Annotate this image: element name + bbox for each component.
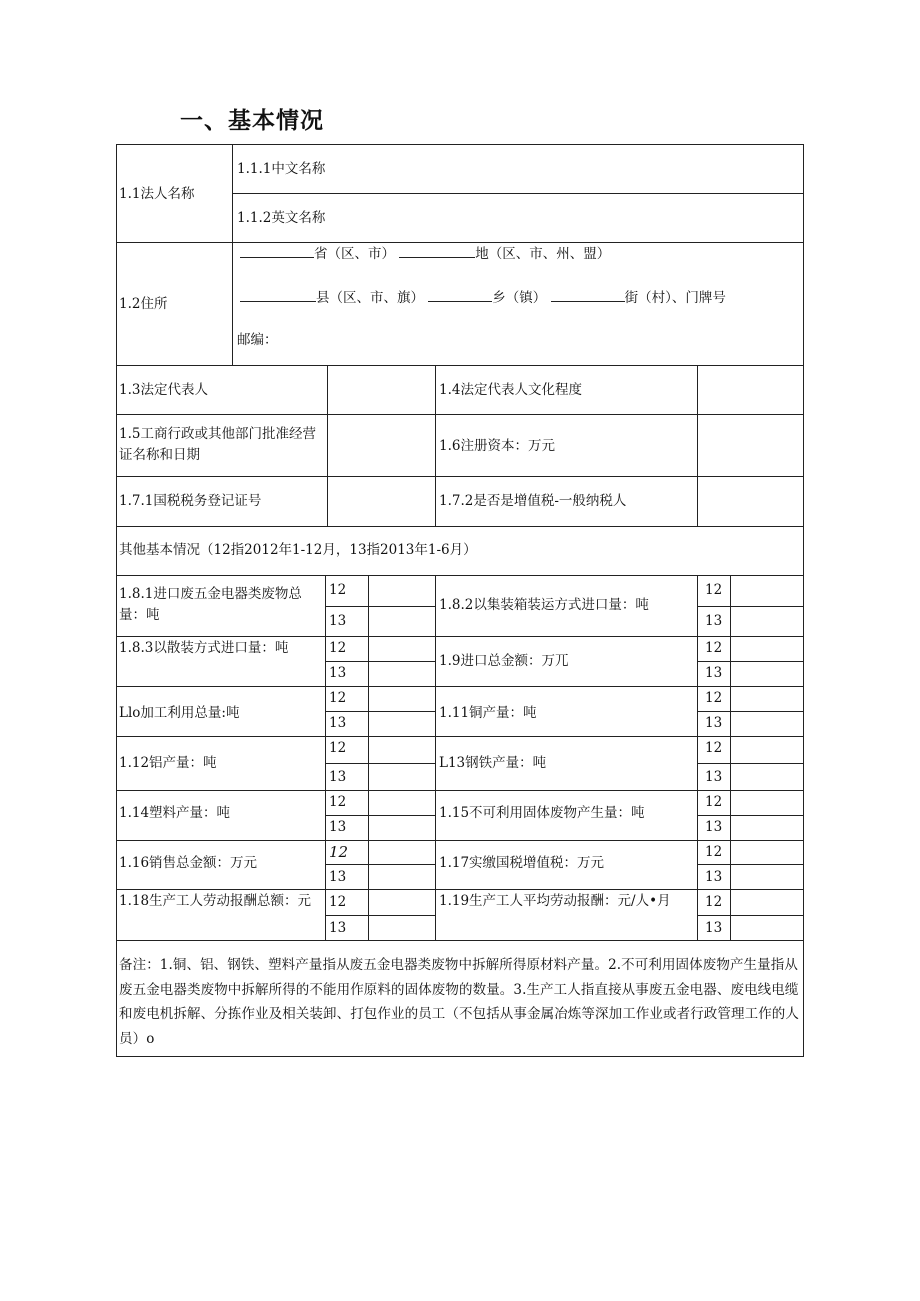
year-label: 12 [705,582,723,598]
rule [116,736,804,737]
year-label: 12 [329,640,347,656]
rule [116,144,804,145]
legal-name-label: 1.1法人名称 [119,186,195,202]
stat-label-right: 1.11铜产量：吨 [439,705,537,721]
year-label: 13 [329,819,347,835]
rule [697,661,804,662]
rule [116,889,804,890]
year-label: 13 [705,715,723,731]
year-label: 13 [329,665,347,681]
address-line-2 [240,287,726,309]
stat-label-left: 1.16销售总金额：万元 [119,855,258,871]
stat-label-left: 1.8.3以散装方式进口量：吨 [119,640,289,656]
rule [697,606,804,607]
rule [325,711,435,712]
address-label: 1.2住所 [119,296,168,312]
stat-label-right: 1.8.2以集装箱装运方式进口量：吨 [439,597,649,613]
blank-prefecture [399,243,475,258]
stat-label-left: 1.18生产工人劳动报酬总额：元 [119,893,312,909]
registered-capital-label: 1.6注册资本：万元 [439,438,555,454]
blank-township [428,287,492,302]
year-label: 13 [705,920,723,936]
stat-label-right: L13钢铁产量：吨 [439,755,547,771]
year-label: 13 [329,769,347,785]
stat-label-left: 1.8.1进口废五金电器类废物总量：吨 [119,586,302,623]
english-name-label: 1.1.2英文名称 [237,210,326,226]
year-label: 13 [705,665,723,681]
rule [325,815,435,816]
rule [325,606,435,607]
business-license-label: 1.5工商行政或其他部门批准经营证名称和日期 [119,426,316,463]
rule [325,915,435,916]
year-label: 12 [329,582,347,598]
address-township: 乡（镇） [492,290,547,306]
year-label: 13 [329,869,347,885]
year-label: 13 [329,920,347,936]
year-label: 12 [705,894,723,910]
blank-street [551,287,625,302]
rule [435,575,436,940]
rule [116,414,804,415]
rule [697,763,804,764]
year-label: 13 [329,715,347,731]
year-label: 12 [329,894,347,910]
other-info-header: 其他基本情况（12指2012年1-12月，13指2013年1-6月） [119,542,477,558]
year-label: 13 [705,769,723,785]
year-label: 12 [705,794,723,810]
rule [116,1056,804,1057]
rule [697,365,698,526]
rule [697,864,804,865]
table-border-right [803,144,804,1056]
stat-label-right: 1.9进口总金额：万兀 [439,653,569,669]
stat-label-left: 1.12铝产量：吨 [119,755,217,771]
table-border-left [116,144,117,1056]
year-label: 13 [705,869,723,885]
year-label: 13 [705,819,723,835]
rule [325,864,435,865]
year-label: 12 [705,640,723,656]
address-street: 街（村）、门牌号 [624,290,726,306]
rule [730,575,731,940]
address-line-1 [240,243,610,265]
rule [325,575,326,940]
rule [697,915,804,916]
rule [435,365,436,526]
vat-taxpayer-label: 1.7.2是否是增值税-一般纳税人 [439,493,627,509]
rule [232,193,804,194]
rule [697,575,698,940]
rule [116,686,804,687]
stat-label-left: 1.14塑料产量：吨 [119,805,231,821]
address-province: 省（区、市） [314,246,395,262]
rule [116,940,804,941]
rule [116,365,804,366]
rule [697,815,804,816]
year-label: 12 [329,690,347,706]
blank-province [240,243,314,258]
rule [116,636,804,637]
rule [325,763,435,764]
rule [232,144,233,365]
year-label: 12 [705,844,723,860]
address-county: 县（区、市、旗） [316,290,424,306]
rule [325,661,435,662]
year-label: 12 [705,690,723,706]
remarks-note: 备注：1.铜、铝、钢铁、塑料产量指从废五金电器类废物中拆解所得原材料产量。2.不可利用固体废物产生量指从废五金电器类废物中拆解所得的不能用作原料的固体废物的数量。3.生产工人指直接从事废五金电器、废电线电缆和废电机拆解、分拣作业及相关装卸、打包作业的员工（不包括从事金属冶炼等深加工作业或者行政管理工作的人员）o [119,957,799,1047]
chinese-name-label: 1.1.1中文名称 [237,161,326,177]
section-title: 一、基本情况 [180,108,324,134]
rule [116,840,804,841]
rule [116,476,804,477]
stat-label-left: Llo加工利用总量:吨 [119,705,240,721]
stat-label-right: 1.17实缴国税增值税：万元 [439,855,605,871]
rule [116,526,804,527]
stat-label-right: 1.15不可利用固体废物产生量：吨 [439,805,645,821]
rule [116,575,804,576]
year-label: 12 [705,740,723,756]
tax-registration-label: 1.7.1国税税务登记证号 [119,493,262,509]
year-label: 12 [329,740,347,756]
rule [697,711,804,712]
address-prefecture: 地（区、市、州、盟） [475,246,611,262]
year-label: 12 [329,794,347,810]
blank-county [240,287,316,302]
stat-label-right: 1.19生产工人平均劳动报酬：元/人•月 [439,893,671,909]
rule [327,365,328,526]
year-label: 13 [329,613,347,629]
postcode-label: 邮编： [237,332,278,348]
year-label: 12 [329,843,349,861]
legal-rep-education-label: 1.4法定代表人文化程度 [439,382,582,398]
rule [368,575,369,940]
rule [116,790,804,791]
year-label: 13 [705,613,723,629]
legal-rep-label: 1.3法定代表人 [119,382,208,398]
